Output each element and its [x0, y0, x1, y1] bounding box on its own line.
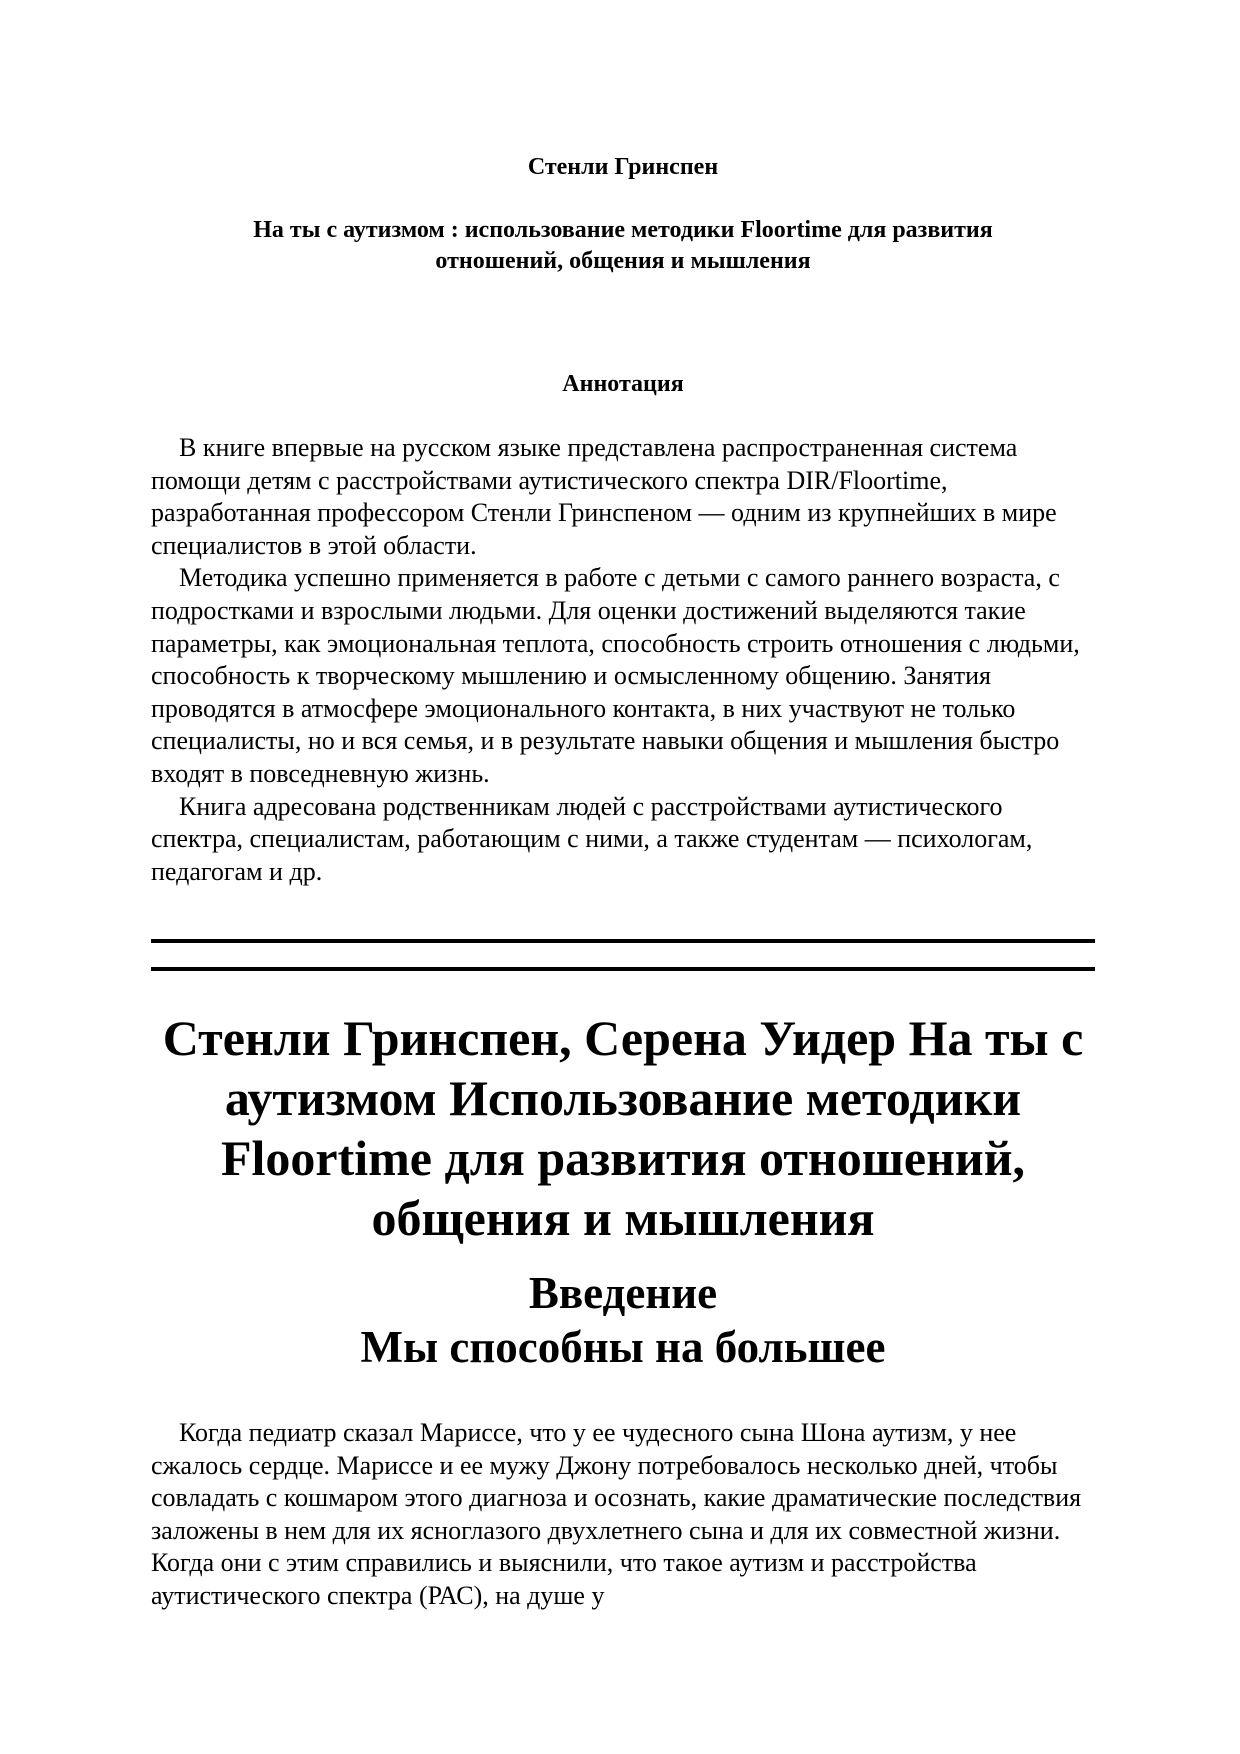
- book-title-line-1: Стенли Гринспен, Серена Уидер На ты с: [162, 1010, 1084, 1066]
- book-title-line-4: общения и мышления: [371, 1190, 875, 1246]
- book-title-line-3: Floortime для развития отношений,: [220, 1130, 1026, 1186]
- introduction-heading: [151, 1266, 1095, 1374]
- section-divider-top: [151, 939, 1095, 943]
- book-title: [151, 1008, 1095, 1248]
- book-title-line-2: аутизмом Использование методики: [224, 1070, 1022, 1126]
- introduction-paragraph: Когда педиатр сказал Мариссе, что у ее чудесного сына Шона аутизм, у нее сжалось сердце. Мариссе и ее мужу Джону потребовалось несколько дней, чтобы совладать с кошмаром этого диагноза и осознать, какие драматические последствия заложены в нем для их ясноглазого двухлетнего сына и для их совместной жизни. Когда они с этим справились и выяснили, что такое аутизм и расстройства аутистического спектра (РАС), на душе у: [151, 1418, 1082, 1610]
- book-subtitle: [151, 215, 1095, 277]
- annotation-text: [151, 432, 1095, 888]
- introduction-text: [151, 1417, 1095, 1613]
- annotation-paragraph: Методика успешно применяется в работе с детьми с самого раннего возраста, с подростками и взрослыми людьми. Для оценки достижений выделяются такие параметры, как эмоциональная теплота, способность строить отношения с людьми, способность к творческому мышлению и осмысленному общению. Занятия проводятся в атмосфере эмоционального контакта, в них участвуют не только специалисты, но и вся семья, и в результате навыки общения и мышления быстро входят в повседневную жизнь.: [151, 563, 1080, 788]
- annotation-paragraph: В книге впервые на русском языке представлена распространенная система помощи детям с расстройствами аутистического спектра DIR/Floortime, разработанная профессором Стенли Гринспеном — одним из крупнейших в мире специалистов в этой области.: [151, 433, 1057, 560]
- book-subtitle-line-2: отношений, общения и мышления: [435, 248, 811, 274]
- section-divider-bottom: [151, 967, 1095, 971]
- introduction-heading-line-2: Мы способны на большее: [360, 1322, 886, 1372]
- introduction-heading-line-1: Введение: [528, 1268, 718, 1318]
- book-subtitle-line-1: На ты с аутизмом : использование методики Floortime для развития: [253, 217, 993, 243]
- author-name: Стенли Гринспен: [527, 154, 719, 180]
- annotation-heading: Аннотация: [562, 371, 684, 397]
- annotation-paragraph: Книга адресована родственникам людей с расстройствами аутистического спектра, специалистам, работающим с ними, а также студентам — психологам, педагогам и др.: [151, 791, 1033, 886]
